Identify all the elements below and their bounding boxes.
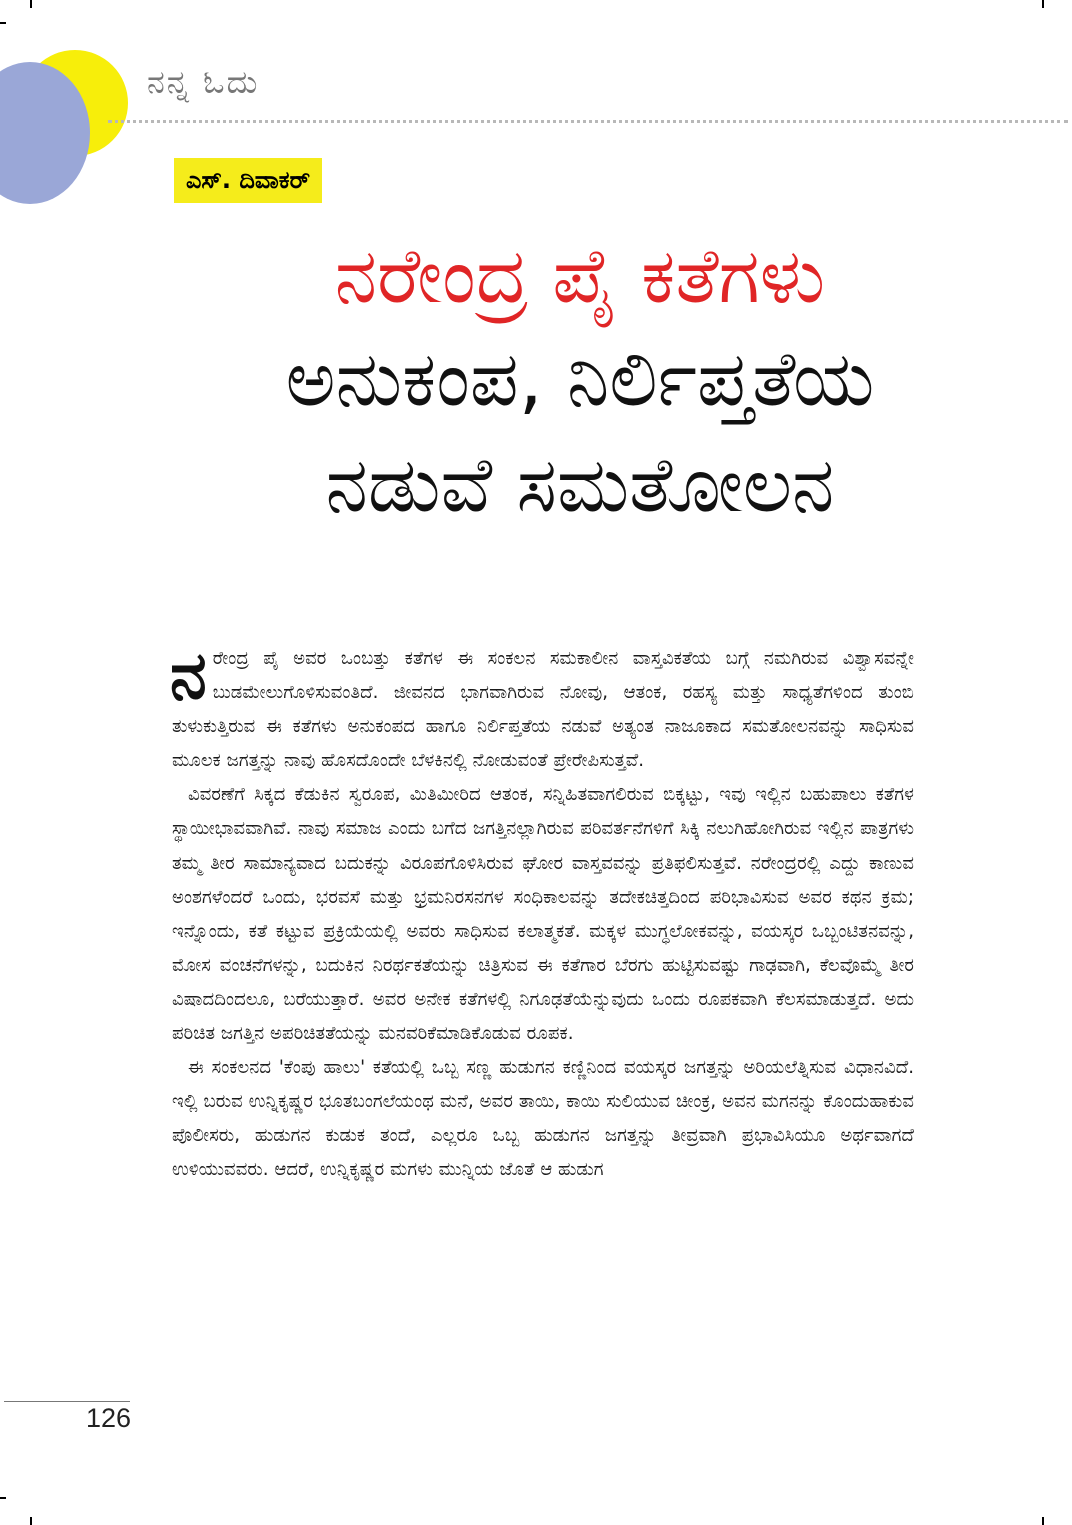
crop-mark-left-upper [0, 22, 6, 24]
paragraph-1-text: ರೇಂದ್ರ ಪೈ ಅವರ ಒಂಬತ್ತು ಕತೆಗಳ ಈ ಸಂಕಲನ ಸಮಕಾಲೀನ ವಾಸ್ತವಿಕತೆಯ ಬಗ್ಗೆ ನಮಗಿರುವ ವಿಶ್ವಾಸವನ್ನೇ ಬುಡಮೇಲುಗೊಳಿಸುವಂತಿದೆ. ಜೀವನದ ಭಾಗವಾಗಿರುವ ನೋವು, ಆತಂಕ, ರಹಸ್ಯ ಮತ್ತು ಸಾಧ್ಯತೆಗಳಿಂದ ತುಂಬಿ ತುಳುಕುತ್ತಿರುವ ಈ ಕತೆಗಳು ಅನುಕಂಪದ ಹಾಗೂ ನಿರ್ಲಿಪ್ತತೆಯ ನಡುವೆ ಅತ್ಯಂತ ನಾಜೂಕಾದ ಸಮತೋಲನವನ್ನು ಸಾಧಿಸುವ ಮೂಲಕ ಜಗತ್ತನ್ನು ನಾವು ಹೊಸದೊಂದೇ ಬೆಳಕಿನಲ್ಲಿ ನೋಡುವಂತೆ ಪ್ರೇರೇಪಿಸುತ್ತವೆ. [172, 648, 914, 772]
paragraph-3: ಈ ಸಂಕಲನದ 'ಕೆಂಪು ಹಾಲು' ಕತೆಯಲ್ಲಿ ಒಬ್ಬ ಸಣ್ಣ ಹುಡುಗನ ಕಣ್ಣಿನಿಂದ ವಯಸ್ಕರ ಜಗತ್ತನ್ನು ಅರಿಯಲೆತ್ನಿಸುವ ವಿಧಾನವಿದೆ. ಇಲ್ಲಿ ಬರುವ ಉನ್ನಿಕೃಷ್ಣರ ಭೂತಬಂಗಲೆಯಂಥ ಮನೆ, ಅವರ ತಾಯಿ, ಕಾಯಿ ಸುಲಿಯುವ ಚೀಂಕ್ರ, ಅವನ ಮಗನನ್ನು ಕೊಂದುಹಾಕುವ ಪೊಲೀಸರು, ಹುಡುಗನ ಕುಡುಕ ತಂದೆ, ಎಲ್ಲರೂ ಒಬ್ಬ ಹುಡುಗನ ಜಗತ್ತನ್ನು ತೀವ್ರವಾಗಿ ಪ್ರಭಾವಿಸಿಯೂ ಅರ್ಥವಾಗದೆ ಉಳಿಯುವವರು. ಆದರೆ, ಉನ್ನಿಕೃಷ್ಣರ ಮಗಳು ಮುನ್ನಿಯ ಜೊತೆ ಆ ಹುಡುಗ [172, 1057, 914, 1181]
crop-mark-bottom-right [1042, 1517, 1044, 1525]
page-number-rule [4, 1401, 130, 1402]
crop-mark-top-left [30, 0, 32, 8]
dotted-divider [108, 120, 1068, 123]
crop-mark-left-lower [0, 1497, 6, 1499]
crop-mark-top-right [1042, 0, 1044, 8]
article-title [160, 226, 1000, 538]
crop-mark-bottom-left [30, 1517, 32, 1525]
title-line-1: ನರೇಂದ್ರ ಪೈ ಕತೆಗಳು [334, 231, 826, 320]
title-line-3: ನಡುವೆ ಸಮತೋಲನ [325, 440, 835, 529]
drop-cap: ನ [170, 637, 207, 714]
page-number: 126 [86, 1403, 132, 1433]
article-body [170, 637, 914, 1188]
title-line-2: ಅನುಕಂಪ, ನಿರ್ಲಿಪ್ತತೆಯ [285, 334, 875, 423]
author-name-badge: ಎಸ್. ದಿವಾಕರ್ [174, 158, 322, 203]
paragraph-2: ವಿವರಣೆಗೆ ಸಿಕ್ಕದ ಕೆಡುಕಿನ ಸ್ವರೂಪ, ಮಿತಿಮೀರಿದ ಆತಂಕ, ಸನ್ನಿಹಿತವಾಗಲಿರುವ ಬಿಕ್ಕಟ್ಟು, ಇವು ಇಲ್ಲಿನ ಬಹುಪಾಲು ಕತೆಗಳ ಸ್ಥಾಯೀಭಾವವಾಗಿವೆ. ನಾವು ಸಮಾಜ ಎಂದು ಬಗೆದ ಜಗತ್ತಿನಲ್ಲಾಗಿರುವ ಪರಿವರ್ತನೆಗಳಿಗೆ ಸಿಕ್ಕಿ ನಲುಗಿಹೋಗಿರುವ ಇಲ್ಲಿನ ಪಾತ್ರಗಳು ತಮ್ಮ ತೀರ ಸಾಮಾನ್ಯವಾದ ಬದುಕನ್ನು ವಿರೂಪಗೊಳಿಸಿರುವ ಘೋರ ವಾಸ್ತವವನ್ನು ಪ್ರತಿಫಲಿಸುತ್ತವೆ. ನರೇಂದ್ರರಲ್ಲಿ ಎದ್ದು ಕಾಣುವ ಅಂಶಗಳೆಂದರೆ ಒಂದು, ಭರವಸೆ ಮತ್ತು ಭ್ರಮನಿರಸನಗಳ ಸಂಧಿಕಾಲವನ್ನು ತದೇಕಚಿತ್ತದಿಂದ ಪರಿಭಾವಿಸುವ ಅವರ ಕಥನ ಕ್ರಮ; ಇನ್ನೊಂದು, ಕತೆ ಕಟ್ಟುವ ಪ್ರಕ್ರಿಯೆಯಲ್ಲಿ ಅವರು ಸಾಧಿಸುವ ಕಲಾತ್ಮಕತೆ. ಮಕ್ಕಳ ಮುಗ್ಧಲೋಕವನ್ನು, ವಯಸ್ಕರ ಒಬ್ಬಂಟಿತನವನ್ನು, ಮೋಸ ವಂಚನೆಗಳನ್ನು, ಬದುಕಿನ ನಿರರ್ಥಕತೆಯನ್ನು ಚಿತ್ರಿಸುವ ಈ ಕತೆಗಾರ ಬೆರಗು ಹುಟ್ಟಿಸುವಷ್ಟು ಗಾಢವಾಗಿ, ಕೆಲವೊಮ್ಮೆ ತೀರ ವಿಷಾದದಿಂದಲೂ, ಬರೆಯುತ್ತಾರೆ. ಅವರ ಅನೇಕ ಕತೆಗಳಲ್ಲಿ ನಿಗೂಢತೆಯೆನ್ನುವುದು ಒಂದು ರೂಪಕವಾಗಿ ಕೆಲಸಮಾಡುತ್ತದೆ. ಅದು ಪರಿಚಿತ ಜಗತ್ತಿನ ಅಪರಿಚಿತತೆಯನ್ನು ಮನವರಿಕೆಮಾಡಿಕೊಡುವ ರೂಪಕ. [172, 784, 914, 1045]
paragraph-1 [170, 637, 914, 778]
section-label: ನನ್ನ ಓದು [147, 63, 260, 101]
